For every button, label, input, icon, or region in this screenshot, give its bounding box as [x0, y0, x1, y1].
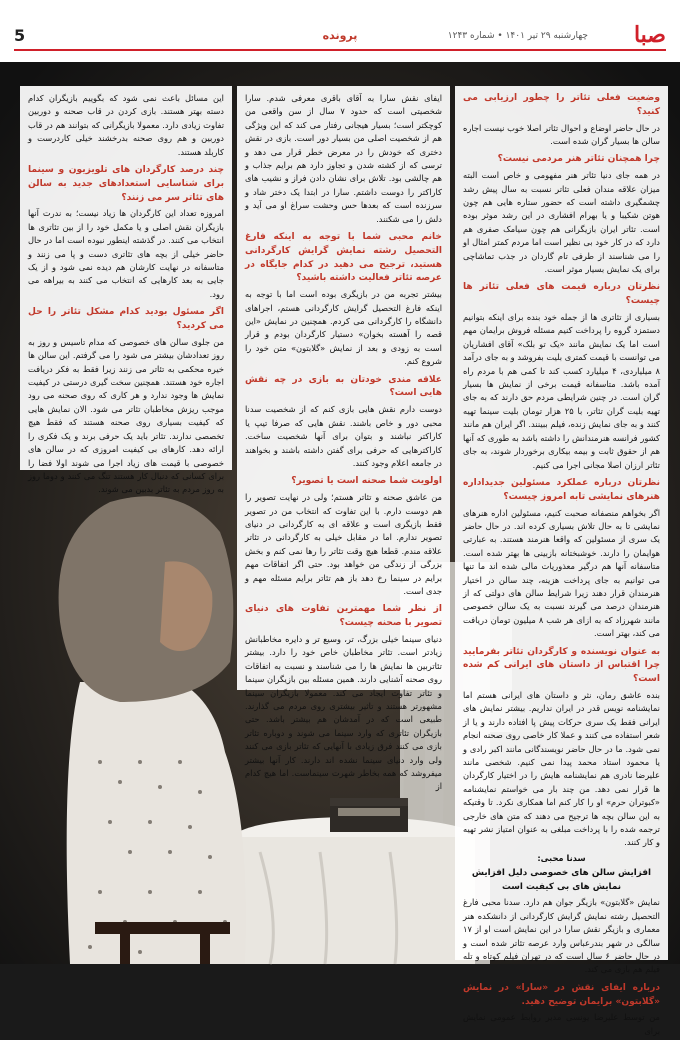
heading: اگر مسئول بودید کدام مشکل تئاتر را حل می کردید؟: [28, 307, 224, 332]
paragraph: من عاشق صحنه و تئاتر هستم؛ ولی در نهایت تصویر را هم دوست دارم. با این تفاوت که انتخاب من در تصویر فقط بازیگری است و علاقه ای به کارگردانی در دنیای تصویر ندارم. اما در مقابل خیلی به کارگردانی در تئاتر علاقه مندم. قطعا هیچ وقت تئاتر را رها نمی کنم و بخش بزرگی از زندگی من خواهد بود. حتی اگر اتفاقات مهم برایم در سینما رخ دهد باز هم تئاتر برایم مسئله مهم و جدی است.: [245, 492, 442, 596]
stage-photo: [0, 62, 680, 1036]
paragraph: در حال حاضر اوضاع و احوال تئاتر اصلا خوب نیست اجاره سالن ها بسیار گران شده است.: [463, 122, 660, 146]
heading: درباره ایفای نقش در «سارا» در نمایش «گلابتون» برایمان توضیح دهید.: [463, 982, 660, 1007]
paragraph: ایفای نقش سارا به آقای باقری معرفی شدم. سارا شخصیتی است که حدود ۷ سال از سن واقعی من کوچکتر است؛ بسیار هیجانی رفتار می کند که این ویژگی هم از شخصیت اصلی من بسیار دور است. بازی در نقش دختری که خودش را در معرض خطر قرار می دهد و ترسی که از کشته شدن و تجاوز دارد هم برایم جذاب و هم چالشی بود. تلاش برای نشان دادن فراز و نشیب های کاراکتر را دوست داشتم. سارا در ابتدا یک دختر شاد و سرزنده است که بعدها حس وحشت سراغ او می آید و دلش را می شکنند.: [245, 93, 442, 224]
heading: نظرتان درباره قیمت های فعلی تئاتر ها چیست؟: [463, 282, 660, 307]
header-divider: [14, 49, 666, 51]
paragraph: دنیای سینما خیلی بزرگ، تر، وسیع تر و دایره مخاطبانش زیادتر است. تئاتر مخاطبان خاص خود را دارد. بیشتر تئاتربین ها نمایش ها را می شناسند و نسبت به اتفاقات روی صحنه آشنایی دارند. همین مسئله بین بازیگران سینما و تئاتر تفاوت ایجاد می کند. معمولا بازیگران سینما مشهورتر هستند و تاثیر بیشتری روی مردم می گذارند. طبیعی است که در آمدشان هم بیشتر باشد. حتی بازیگران تئاتری که وارد سینما می شوند و دوباره تئاتر بازی می کنند فرق زیادی با آنهایی که تئاتر بازی می کنند ولی وارد دنیای سینما نشده اند دارند. کار آنها بیشتر میفروشد که همه بخاطر شهرت سینماست. اما هیچ کدام از: [245, 633, 442, 792]
column-3: [28, 92, 224, 499]
paragraph: نمایش «گلابتون» بازیگر جوان هم دارد. سدنا محبی فارغ التحصیل رشته نمایش گرایش کارگردانی از دانشکده هنر معماری و بازیگر نقش سارا در این نمایش است او از ۱۷ سالگی در شهر بندرعباس وارد عرصه تئاتر شده است و در حال حاضر ۶ سال است که در تهران فیلم کوتاه و تله فیلم هم بازی می کند.: [463, 897, 660, 975]
paragraph: در همه جای دنیا تئاتر هنر مفهومی و خاص است البته میزان علاقه مندان فعلی تئاتر نسبت به سال پیش رشد چشمگیری داشته است که حضور ستاره هایی هم چون هوتن شکیبا و یا بهرام افشاری در این رشد موثر بوده است. تئاتر ایران بازیگرانی هم چون سیامک صفری هم دارد که در کار خود بی نظیر است اما مردم کمتر امثال او را می شناسند از طرفی تام گاردان در جذب تماشاچی برای یک نمایش بسیار موثر است.: [463, 170, 660, 275]
paragraph: این مسائل باعث نمی شود که بگوییم بازیگران کدام دسته بهتر هستند. بازی کردن در قاب صحنه و دوربین تفاوت زیادی دارد. معمولا بازیگرانی که بتوانند هم در قاب دوربین و هم روی صحنه بدرخشند خیلی کاردرست و کاربلد هستند.: [28, 93, 224, 157]
heading: خانم محبی شما با توجه به اینکه فارغ التحصیل رشته نمایش گرایش کارگردانی هستید، ترجیح می دهید در کدام جایگاه در عرصه تئاتر فعالیت داشته باشید؟: [245, 232, 442, 284]
heading: به عنوان نویسنده و کارگردان تئاتر بفرمایید چرا اقتباس از داستان های ایرانی کم شده است؟: [463, 646, 660, 685]
paragraph: بیشتر تجربه من در بازیگری بوده است اما با توجه به اینکه فارغ التحصیل گرایش کارگردانی هستم، اجراهای دانشگاه را کارگردانی می کردم. همچنین در نمایش «این قصه را آهسته بخوان» دستیار کارگردان بودم و قرار است به زودی و بعد از نمایش «گلابتون» متن خود را شروع کنم.: [245, 289, 442, 367]
paragraph: من توسط علیرضا یونسی مدیر روابط عمومی نمایش برای: [463, 1012, 660, 1036]
paragraph: امروزه تعداد این کارگردان ها زیاد نیست؛ به ندرت آنها بازیگران نقش اصلی و یا مکمل خود را از بین تئاتری ها انتخاب می کنند. در گذشته اینطور نبوده است اما در حال حاضر خیلی از بچه های تئاتری دست و پا می زنند و متاسفانه در نهایت کارشان هم دیده نمی شود و از یک جایی به بعد کارهایی که انتخاب می کنند به بیراهه می رود.: [28, 208, 224, 299]
heading: اولویت شما صحنه است یا تصویر؟: [291, 476, 442, 487]
paragraph: بنده عاشق رمان، نثر و داستان های ایرانی هستم اما نمایشنامه نویس قدر در ایران نداریم. بیشتر نمایش های ایرانی فقط یک سری حرکات پیش پا افتاده دارند و یا از شعر استفاده می کنند و عملا کار خاصی روی صحنه انجام نمی شود. ما در حال حاضر نویسندگانی مانند اکبر رادی و یا محمود استاد محمد پیدا نمی کنیم. شخصی مانند علیرضا نادری هم نمایشنامه هایش را در اختیار کارگردان ها قرار نمی دهد. من چند بار می خواستم نمایشنامه «کبوتران حرم» او را کار کنم اما همکاری نکرد. تا وقتیکه به این سالن بچه ها ترجیح می دهند که متن های خارجی ترجمه شده را با پرداخت مبلغی به عنوان امتیاز نشر تهیه و کار کنند.: [463, 689, 660, 848]
interviewee-name: سدنا محبی:: [537, 852, 586, 863]
heading: چرا همچنان تئاتر هنر مردمی نیست؟: [497, 154, 660, 165]
paragraph: من جلوی سالن های خصوصی که مدام تاسیس و روز به روز تعدادشان بیشتر می شود را می گرفتم. این سالن ها خیره محکمی به تئاتر می زنند زیرا فقط به فکر دریافت اجاره خود هستند. همچنین سخت گیری درستی در کیفیت نمایش ها وجود ندارد و هر کاری که روی صحنه می رود موجب ریزش مخاطبان تئاتر می شود. الان نمایش هایی که کیفیت بسیاری روی صحنه هستند که فقط هیچ تخصصی ندارند. تئاتر باید یک حرفی برند و یک فکری را ارائه دهد. کارهای بی کیفیت امروزی که در سالن های خصوصی با قیمت های زیاد اجرا می شوند اولا فضا را برای کسانی که دنبال کار هستند تنگ می کنند و دوما روز به روز مردم به تئاتر بدبین می شوند.: [28, 336, 224, 495]
issue-info: چهارشنبه ۲۹ تیر ۱۴۰۱ • شماره ۱۲۴۳: [447, 31, 588, 41]
paragraph: دوست دارم نقش هایی بازی کنم که از شخصیت سدنا محبی دور و خاص باشند. نقش هایی که صرفا تیپ یا کاراکتر نباشند و بتوان برای آنها شخصیت ساخت. کاراکترهایی که حرفی برای گفتن داشته باشند و بخواهند در جامعه اعلام وجود کنند.: [245, 404, 442, 468]
sub-headline: افزایش سالن های خصوصی دلیل افزایش نمایش های بی کیفیت است: [471, 868, 652, 892]
section-title: پرونده: [322, 29, 358, 42]
paragraph: بسیاری از تئاتری ها از جمله خود بنده برای اینکه بتوانیم دستمزد گروه را پرداخت کنیم مسئله فروش برایمان مهم است اما یک نمایش مانند «یک تو بلک» آقای افشاریان می توانست با قیمت کمتری بلیت بفروشد و به جای درآمد ۸ میلیاردی، ۴ میلیارد کسب کند تا کمی هم با مردم راه آمده باشد. متاسفانه قیمت برخی از نمایش ها بسیار گران است. در چنین شرایطی مردم حق دارند که به جای تهیه بلیت گران تئاتر، با ۲۵ هزار تومان بلیت سینما تهیه کنند و به جای نمایش زنده، فیلم ببینند. اگر ایران هم مانند کشور فرانسه هنرمندانش را داشته باشد به طوری که آنها هم از حقوق ثابت و بیمه بیکاری برخوردار شوند، به جای تئاتر ارزان اصلا مجانی اجرا می کنیم.: [463, 312, 661, 470]
heading: وضعیت فعلی تئاتر را چطور ارزیابی می کنید؟: [463, 93, 660, 117]
heading: چند درصد کارگردان های تلویزیون و سینما برای شناسایی استعدادهای جدید به سالن های تئاتر سر می زنند؟: [28, 165, 224, 203]
column-1: [463, 92, 660, 1040]
page-number: 5: [14, 26, 26, 45]
page-header: [0, 0, 680, 62]
paragraph: اگر بخواهم منصفانه صحبت کنیم، مسئولین اداره هنرهای نمایشی تا به حال تلاش بسیاری کرده اند. در حال حاضر یک سری از مسئولین که واقعا هنرمند هستند. به عبارتی هوایمان را دارند. خوشبختانه بازبینی ها بهتر شده است. متاسفانه آنها هم درگیر معذوریات مالی شده اند ما تنها می توانیم به جای پرداخت هزینه، چند سالن در اختیار هنرمندان قرار دهند زیرا شرایط سالن های دولتی که از هنرمندان درصد می گیرند نسبت به یک سالن خصوصی مانند شهرزاد که به ازای هر شب ۸ میلیون تومان دریافت می کند، بهتر است.: [463, 507, 660, 639]
heading: نظرتان درباره عملکرد مسئولین جدیداداره هنرهای نمایشی تابه امروز چیست؟: [463, 477, 660, 502]
heading: علاقه مندی خودتان به بازی در چه نقش هایی است؟: [245, 374, 442, 399]
column-2: [245, 92, 442, 796]
heading: از نظر شما مهمترین تفاوت های دنیای تصویر با صحنه چیست؟: [245, 604, 442, 629]
newspaper-logo: صبا: [633, 22, 666, 48]
